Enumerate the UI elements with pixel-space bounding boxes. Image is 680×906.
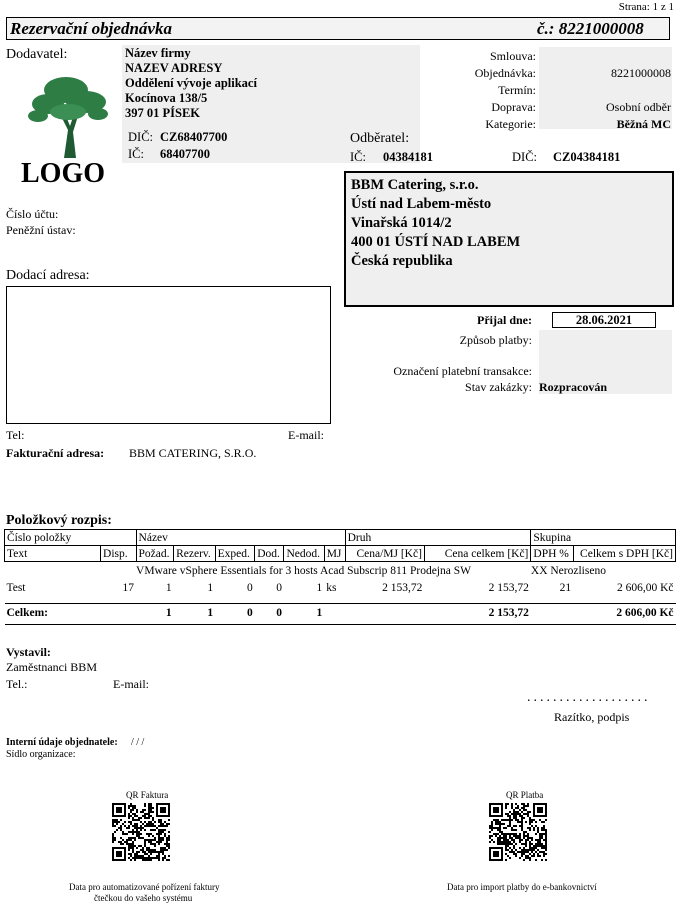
contract-value	[540, 48, 671, 65]
cell: 1	[207, 606, 214, 619]
term-value	[540, 82, 671, 99]
received-date: 28.06.2021	[552, 312, 656, 328]
supplier-line: 397 01 PÍSEK	[125, 106, 201, 120]
category-value: Běžná MC	[616, 117, 671, 131]
category-label: Kategorie:	[485, 117, 536, 131]
issuer-email-label: E-mail:	[113, 677, 149, 691]
customer-ic: 04384181	[383, 150, 433, 164]
qr-payment-title: QR Platba	[506, 790, 544, 800]
column-header: Číslo položky	[5, 530, 137, 546]
column-header: Exped.	[215, 546, 255, 562]
info-values	[540, 48, 671, 133]
transport-value: Osobní odběr	[606, 100, 671, 114]
items-table	[4, 529, 676, 625]
state-label: Stav zakázky:	[465, 380, 532, 394]
delivery-email-label: E-mail:	[288, 428, 324, 442]
signature-line: ...................	[527, 690, 651, 705]
transport-label: Doprava:	[491, 100, 536, 114]
column-header: Dod.	[255, 546, 284, 562]
internal-label: Interní údaje objednatele:	[6, 737, 118, 748]
column-header: Cena celkem [Kč]	[424, 546, 530, 562]
bank-label: Peněžní ústav:	[6, 223, 76, 237]
cell: 0	[276, 606, 282, 619]
customer-line: Česká republika	[351, 253, 453, 269]
transaction-label: Označení platební transakce:	[393, 364, 532, 378]
customer-label: Odběratel:	[350, 131, 410, 146]
supplier-address	[125, 46, 257, 121]
customer-line: BBM Catering, s.r.o.	[351, 177, 479, 193]
cell: ks	[326, 582, 337, 594]
total-row	[5, 604, 676, 622]
tree-logo-icon	[26, 70, 112, 160]
customer-dic-label: DIČ:	[512, 150, 537, 164]
cell: 2 153,72	[488, 606, 529, 619]
order-value: 8221000008	[611, 66, 671, 80]
issuer-label: Vystavil:	[6, 645, 51, 659]
signature-label: Razítko, podpis	[554, 710, 630, 724]
cell: 1	[165, 582, 172, 594]
cell: 2 606,00 Kč	[616, 582, 674, 594]
cell: Celkem:	[6, 606, 49, 619]
supplier-line: Název firmy	[125, 46, 191, 60]
cell: 21	[559, 582, 572, 594]
cell: 1	[316, 582, 323, 594]
qr-payment-caption: Data pro import platby do e-bankovnictví	[447, 882, 597, 892]
billing-label: Fakturační adresa:	[6, 446, 105, 460]
supplier-dic-label: DIČ:	[128, 130, 153, 144]
supplier-dic: CZ68407700	[160, 130, 228, 144]
column-header: Rezerv.	[174, 546, 215, 562]
customer-address	[351, 176, 520, 271]
supplier-label: Dodavatel:	[6, 47, 68, 62]
cell: 1	[165, 606, 172, 619]
supplier-line: Kocínova 138/5	[125, 91, 208, 105]
column-header: Cena/MJ [Kč]	[345, 546, 424, 562]
received-label: Přijal dne:	[477, 313, 532, 327]
qr-invoice-caption: Data pro automatizované pořízení faktury	[69, 882, 220, 892]
cell: 17	[122, 582, 135, 594]
customer-ic-label: IČ:	[350, 150, 366, 164]
delivery-label: Dodací adresa:	[6, 268, 90, 283]
qr-invoice-code-icon	[112, 803, 170, 861]
account-label: Číslo účtu:	[6, 207, 59, 221]
issuer-name: Zaměstnanci BBM	[6, 660, 97, 674]
cell: 0	[246, 606, 253, 619]
delivery-tel-label: Tel:	[6, 428, 25, 442]
qr-invoice-title: QR Faktura	[126, 790, 169, 800]
cell: 1	[316, 606, 323, 619]
column-header: Skupina	[531, 530, 676, 546]
qr-invoice-caption: čtečkou do vašeho systému	[94, 893, 193, 903]
internal-value: / / /	[131, 737, 145, 748]
term-label: Termín:	[498, 83, 536, 97]
cell: 2 153,72	[488, 582, 529, 594]
payment-label: Způsob platby:	[459, 333, 532, 347]
document-title: Rezervační objednávka	[10, 19, 172, 38]
contract-label: Smlouva:	[489, 49, 536, 63]
info-labels	[420, 48, 536, 133]
customer-line: Vinařská 1014/2	[351, 215, 452, 231]
delivery-address-box	[6, 286, 331, 424]
customer-line: Ústí nad Labem-město	[351, 196, 492, 212]
supplier-line: NAZEV ADRESY	[125, 61, 223, 75]
order-label: Objednávka:	[474, 66, 536, 80]
cell: 2 606,00 Kč	[616, 606, 674, 619]
supplier-ic-label: IČ:	[128, 147, 144, 161]
customer-dic: CZ04384181	[553, 150, 621, 164]
items-title: Položkový rozpis:	[6, 513, 112, 528]
column-header: Název	[136, 530, 345, 546]
customer-line: 400 01 ÚSTÍ NAD LABEM	[351, 234, 521, 250]
column-header: Text	[5, 546, 101, 562]
issuer-tel-label: Tel.:	[6, 677, 28, 691]
page-number: Strana: 1 z 1	[618, 1, 674, 13]
column-header: Požad.	[136, 546, 174, 562]
cell: 0	[276, 582, 282, 594]
table-row	[5, 581, 676, 596]
item-name: VMware vSphere Essentials for 3 hosts Acad Subscrip 811 Prodejna SW	[136, 565, 471, 578]
table-row	[5, 562, 676, 581]
item-group: XX Nerozliseno	[530, 565, 606, 578]
table-header-row	[5, 530, 676, 546]
column-header: Celkem s DPH [Kč]	[573, 546, 675, 562]
document-number: č.: 8221000008	[537, 19, 644, 38]
cell: Test	[6, 582, 26, 594]
cell: 2 153,72	[382, 582, 423, 594]
billing-value: BBM CATERING, S.R.O.	[129, 446, 257, 460]
cell: 1	[207, 582, 214, 594]
supplier-ic: 68407700	[160, 147, 210, 161]
logo-text: LOGO	[21, 158, 106, 189]
supplier-line: Oddělení vývoje aplikací	[125, 76, 257, 90]
column-header: Disp.	[101, 546, 136, 562]
seat-label: Sídlo organizace:	[6, 749, 76, 760]
column-header: MJ	[324, 546, 345, 562]
qr-payment-code-icon	[489, 803, 547, 861]
column-header: Druh	[345, 530, 531, 546]
column-header: Nedod.	[284, 546, 324, 562]
cell: 0	[246, 582, 253, 594]
column-header: DPH %	[531, 546, 573, 562]
state-value: Rozpracován	[539, 380, 607, 394]
table-header-row	[5, 546, 676, 562]
